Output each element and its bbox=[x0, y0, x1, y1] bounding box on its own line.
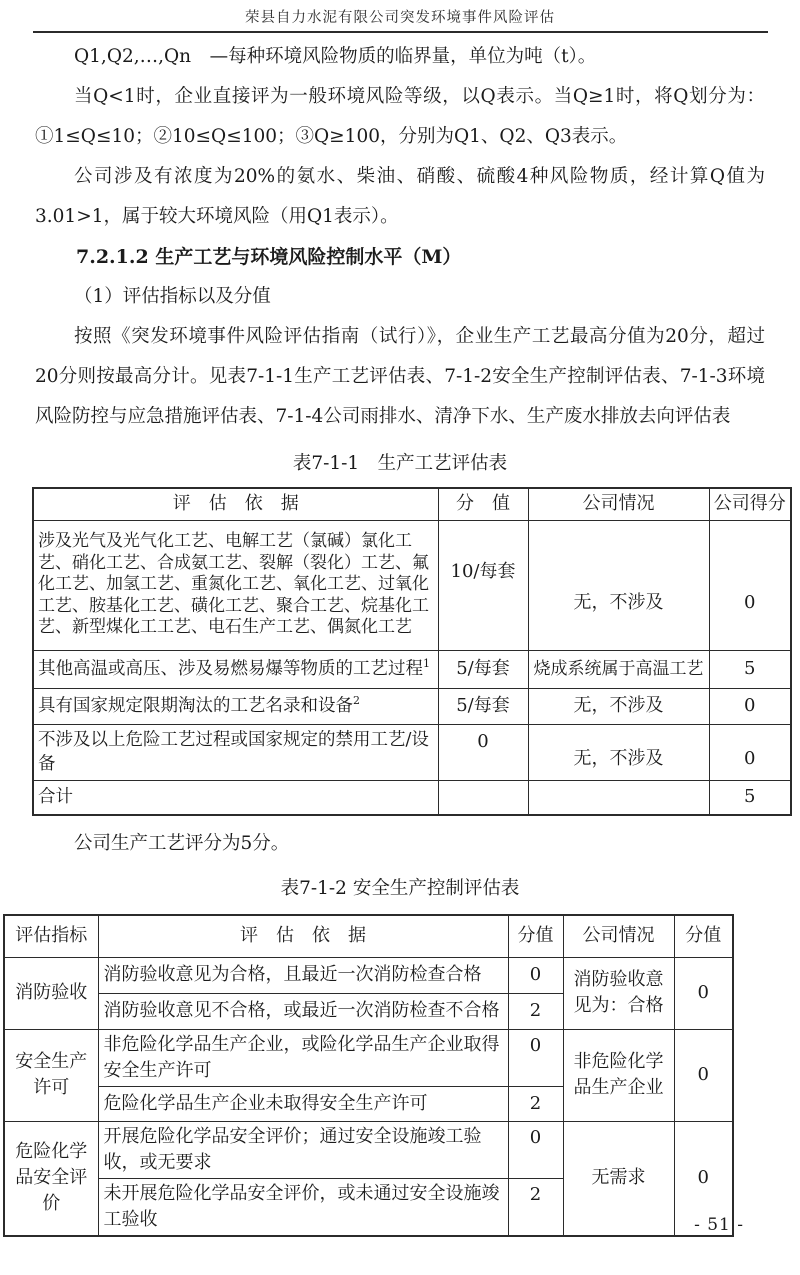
table1-header-basis: 评 估 依 据 bbox=[33, 488, 438, 520]
table1-header-result: 公司得分 bbox=[709, 488, 791, 520]
table2-header-indicator: 评估指标 bbox=[4, 915, 98, 957]
table1-row-total bbox=[33, 780, 791, 815]
cell-criterion: 未开展危险化学品安全评价，或未通过安全设施竣工验收 bbox=[98, 1178, 508, 1236]
footnote-marker: 1 bbox=[423, 657, 430, 671]
table2-header-row bbox=[4, 915, 733, 957]
paragraph-indicator-intro: （1）评估指标以及分值 bbox=[74, 286, 271, 307]
cell-basis: 不涉及以上危险工艺过程或国家规定的禁用工艺/设备 bbox=[33, 724, 438, 780]
cell-score: 0 bbox=[508, 957, 563, 993]
paragraph-process-score: 公司生产工艺评分为5分。 bbox=[74, 833, 290, 854]
cell-result: 0 bbox=[709, 688, 791, 724]
cell-company: 烧成系统属于高温工艺 bbox=[528, 650, 709, 688]
paragraph-q-classification: 当Q<1时，企业直接评为一般环境风险等级，以Q表示。当Q≥1时，将Q划分为：①1≤Q≤10；②10≤Q≤100；③Q≥100，分别为Q1、Q2、Q3表示。 bbox=[35, 86, 765, 147]
table1-header-row bbox=[33, 488, 791, 520]
cell-indicator: 危险化学品安全评价 bbox=[4, 1121, 98, 1236]
cell-company: 无，不涉及 bbox=[528, 724, 709, 780]
table1-row bbox=[33, 688, 791, 724]
cell-indicator: 消防验收 bbox=[4, 957, 98, 1029]
cell-criterion: 开展危险化学品安全评价；通过安全设施竣工验收，或无要求 bbox=[98, 1121, 508, 1178]
cell-score: 2 bbox=[508, 1086, 563, 1121]
table-7-1-1 bbox=[32, 487, 792, 816]
header-divider bbox=[33, 31, 768, 33]
cell-score: 0 bbox=[508, 1029, 563, 1086]
paragraph-q-definition: Q1,Q2,…,Qn —每种环境风险物质的临界量，单位为吨（t）。 bbox=[74, 46, 597, 67]
cell-criterion: 消防验收意见不合格，或最近一次消防检查不合格 bbox=[98, 993, 508, 1029]
table2-row bbox=[4, 957, 733, 993]
cell-company: 无需求 bbox=[563, 1121, 674, 1236]
cell-score: 2 bbox=[508, 993, 563, 1029]
table1-header-score: 分 值 bbox=[438, 488, 528, 520]
cell-basis: 具有国家规定限期淘汰的工艺名录和设备$^2$ bbox=[33, 688, 438, 724]
cell-result: 0 bbox=[674, 1121, 733, 1236]
table2-header-company: 公司情况 bbox=[563, 915, 674, 957]
cell-result: 0 bbox=[674, 1029, 733, 1121]
cell-result: 5 bbox=[709, 650, 791, 688]
cell-result: 0 bbox=[674, 957, 733, 1029]
cell-score: 10/每套 bbox=[438, 520, 528, 650]
table2-row bbox=[4, 1029, 733, 1086]
table-7-1-2 bbox=[3, 914, 734, 1237]
cell-indicator: 安全生产许可 bbox=[4, 1029, 98, 1121]
page-content bbox=[0, 37, 800, 1237]
cell-criterion: 危险化学品生产企业未取得安全生产许可 bbox=[98, 1086, 508, 1121]
cell-result: 0 bbox=[709, 520, 791, 650]
cell-score: 5/每套 bbox=[438, 650, 528, 688]
cell-company bbox=[528, 780, 709, 815]
cell-criterion: 消防验收意见为合格，且最近一次消防检查合格 bbox=[98, 957, 508, 993]
cell-basis: 合计 bbox=[33, 780, 438, 815]
cell-result: 0 bbox=[709, 724, 791, 780]
table1-caption: 表7-1-1 生产工艺评估表 bbox=[292, 453, 508, 474]
table1-header-company: 公司情况 bbox=[528, 488, 709, 520]
table2-caption: 表7-1-2 安全生产控制评估表 bbox=[280, 878, 520, 899]
table2-header-score: 分值 bbox=[508, 915, 563, 957]
cell-score: 0 bbox=[438, 724, 528, 780]
section-heading-7212: 7.2.1.2 生产工艺与环境风险控制水平（M） bbox=[76, 246, 462, 268]
table2-header-basis: 评 估 依 据 bbox=[98, 915, 508, 957]
footnote-marker: 2 bbox=[353, 694, 360, 708]
cell-score: 0 bbox=[508, 1121, 563, 1178]
cell-company: 无，不涉及 bbox=[528, 520, 709, 650]
cell-basis: 其他高温或高压、涉及易燃易爆等物质的工艺过程$^1$ bbox=[33, 650, 438, 688]
table2-row bbox=[4, 1121, 733, 1178]
cell-criterion: 非危险化学品生产企业，或险化学品生产企业取得安全生产许可 bbox=[98, 1029, 508, 1086]
table1-row bbox=[33, 520, 791, 650]
paragraph-guideline: 按照《突发环境事件风险评估指南（试行）》，企业生产工艺最高分值为20分，超过20分则按最高分计。见表7-1-1生产工艺评估表、7-1-2安全生产控制评估表、7-1-3环境风险防控与应急措施评估表、7-1-4公司雨排水、清净下水、生产废水排放去向评估表 bbox=[35, 326, 765, 427]
cell-result: 5 bbox=[709, 780, 791, 815]
cell-score: 5/每套 bbox=[438, 688, 528, 724]
table2-header-score2: 分值 bbox=[674, 915, 733, 957]
table1-row bbox=[33, 650, 791, 688]
page-header-title: 荣县自力水泥有限公司突发环境事件风险评估 bbox=[245, 10, 555, 26]
cell-company: 非危险化学品生产企业 bbox=[563, 1029, 674, 1121]
cell-company: 消防验收意见为：合格 bbox=[563, 957, 674, 1029]
cell-company: 无，不涉及 bbox=[528, 688, 709, 724]
cell-basis: 涉及光气及光气化工艺、电解工艺（氯碱）氯化工艺、硝化工艺、合成氨工艺、裂解（裂化）工艺、氟化工艺、加氢工艺、重氮化工艺、氧化工艺、过氧化工艺、胺基化工艺、磺化工艺、聚合工艺、烷基化工艺、新型煤化工工艺、电石生产工艺、偶氮化工艺 bbox=[33, 520, 438, 650]
page-number: - 51 - bbox=[694, 1215, 744, 1235]
cell-score bbox=[438, 780, 528, 815]
table1-row bbox=[33, 724, 791, 780]
paragraph-company-risk: 公司涉及有浓度为20%的氨水、柴油、硝酸、硫酸4种风险物质，经计算Q值为3.01>1，属于较大环境风险（用Q1表示）。 bbox=[35, 166, 765, 227]
cell-score: 2 bbox=[508, 1178, 563, 1236]
